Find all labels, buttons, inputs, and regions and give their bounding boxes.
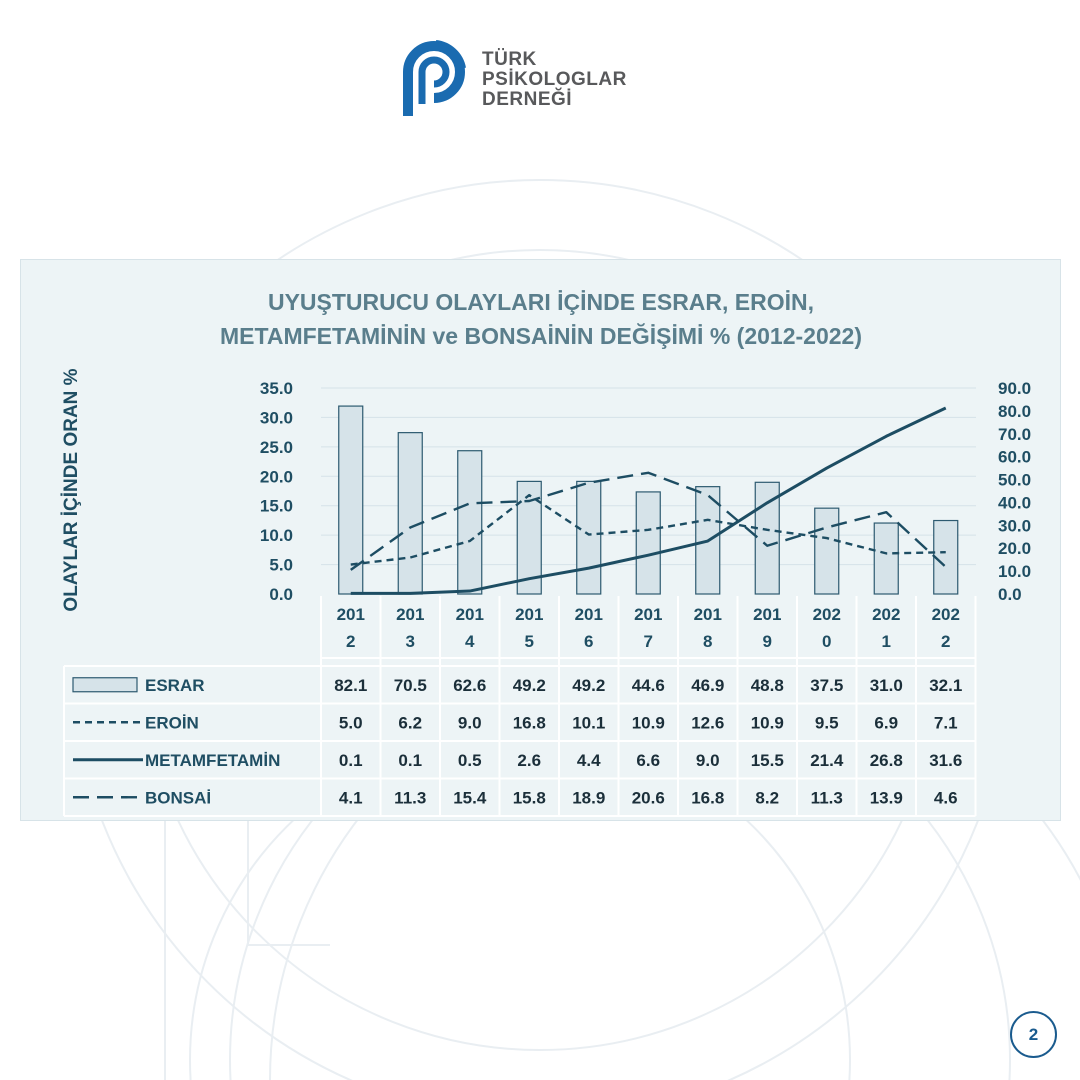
table-cell-value: 16.8 — [512, 713, 546, 733]
x-tick-label: 0 — [822, 632, 832, 651]
table-cell-value: 37.5 — [810, 675, 844, 695]
bar-esrar — [577, 481, 601, 594]
y-axis-title: OLAYLAR İÇİNDE ORAN % — [61, 368, 82, 612]
table-cell-value: 49.2 — [512, 675, 546, 695]
x-tick-label: 201 — [574, 605, 603, 624]
x-tick-label: 2 — [346, 632, 356, 651]
table-cell-value: 10.9 — [750, 713, 784, 733]
table-cell-value: 44.6 — [631, 675, 665, 695]
y-right-tick-label: 40.0 — [998, 493, 1032, 513]
table-cell-value: 6.9 — [874, 713, 899, 733]
bar-esrar — [874, 523, 898, 594]
bar-esrar — [636, 492, 660, 594]
table-cell-value: 4.4 — [576, 750, 601, 770]
bar-esrar — [398, 433, 422, 594]
y-left-tick-label: 35.0 — [259, 379, 293, 398]
x-tick-label: 201 — [634, 605, 663, 624]
table-cell-value: 10.9 — [631, 713, 665, 733]
y-left-tick-label: 15.0 — [259, 496, 293, 516]
bar-esrar — [815, 508, 839, 594]
y-right-tick-label: 90.0 — [998, 379, 1032, 398]
table-cell-value: 10.1 — [572, 713, 606, 733]
brand-logo — [398, 38, 638, 120]
chart-card — [20, 259, 1061, 821]
brand-line-1: TÜRK — [482, 49, 537, 70]
table-cell-value: 5.0 — [338, 713, 363, 733]
y-left-tick-label: 0.0 — [269, 585, 293, 604]
bar-esrar — [339, 406, 363, 594]
table-cell-value: 31.0 — [869, 675, 903, 695]
x-tick-label: 7 — [643, 632, 653, 651]
table-cell-value: 9.0 — [457, 713, 482, 733]
y-right-tick-label: 20.0 — [998, 539, 1032, 559]
page-number-badge: 2 — [1010, 1011, 1057, 1058]
table-cell-value: 13.9 — [869, 788, 903, 808]
chart-title-line-1: UYUŞTURUCU OLAYLARI İÇİNDE ESRAR, EROİN, — [267, 289, 815, 315]
y-left-tick-label: 25.0 — [259, 437, 293, 457]
table-cell-value: 11.3 — [394, 788, 427, 808]
x-tick-label: 2 — [941, 632, 951, 651]
table-cell-value: 0.5 — [457, 750, 482, 770]
brand-line-3: DERNEĞİ — [482, 89, 573, 110]
table-cell-value: 4.6 — [933, 788, 958, 808]
x-tick-label: 3 — [405, 632, 415, 651]
x-tick-label: 201 — [515, 605, 544, 624]
table-cell-value: 15.8 — [512, 788, 546, 808]
table-cell-value: 9.5 — [814, 713, 839, 733]
table-cell-value: 20.6 — [631, 788, 665, 808]
bar-esrar — [934, 521, 958, 594]
legend-label: EROİN — [145, 713, 199, 733]
y-right-tick-label: 80.0 — [998, 401, 1032, 421]
bar-esrar — [458, 451, 482, 594]
brand-name — [482, 50, 627, 110]
tpd-logo-icon — [398, 38, 468, 118]
x-tick-label: 1 — [881, 632, 891, 651]
table-cell-value: 0.1 — [338, 750, 363, 770]
table-cell-value: 15.4 — [453, 788, 487, 808]
x-tick-label: 201 — [693, 605, 722, 624]
table-cell-value: 26.8 — [869, 750, 903, 770]
y-left-tick-label: 20.0 — [259, 467, 293, 487]
x-tick-label: 201 — [753, 605, 782, 624]
brand-line-2: PSİKOLOGLAR — [482, 69, 627, 90]
y-right-tick-label: 30.0 — [998, 516, 1032, 536]
table-cell-value: 7.1 — [933, 713, 958, 733]
y-right-tick-label: 0.0 — [998, 585, 1022, 604]
table-cell-value: 11.3 — [810, 788, 843, 808]
y-right-tick-label: 50.0 — [998, 470, 1032, 490]
x-tick-label: 201 — [455, 605, 484, 624]
legend-key-esrar — [73, 678, 137, 692]
x-tick-label: 202 — [812, 605, 841, 624]
legend-label: ESRAR — [145, 675, 205, 695]
table-cell-value: 46.9 — [691, 675, 725, 695]
table-cell-value: 6.2 — [398, 713, 423, 733]
y-right-tick-label: 10.0 — [998, 562, 1032, 582]
table-cell-value: 70.5 — [393, 675, 427, 695]
legend-label: METAMFETAMİN — [145, 750, 281, 770]
x-tick-label: 6 — [584, 632, 594, 651]
y-left-tick-label: 30.0 — [259, 408, 293, 428]
y-left-tick-label: 5.0 — [269, 555, 293, 575]
table-cell-value: 21.4 — [810, 750, 844, 770]
table-cell-value: 82.1 — [334, 675, 368, 695]
combo-chart — [21, 260, 1060, 820]
y-right-tick-label: 70.0 — [998, 424, 1032, 444]
table-cell-value: 9.0 — [695, 750, 720, 770]
table-cell-value: 12.6 — [691, 713, 725, 733]
table-cell-value: 8.2 — [755, 788, 780, 808]
table-cell-value: 4.1 — [338, 788, 363, 808]
legend-label: BONSAİ — [145, 788, 212, 808]
table-cell-value: 62.6 — [453, 675, 487, 695]
table-cell-value: 31.6 — [929, 750, 963, 770]
x-tick-label: 201 — [396, 605, 425, 624]
table-cell-value: 48.8 — [750, 675, 784, 695]
x-tick-label: 9 — [762, 632, 772, 651]
x-tick-label: 5 — [524, 632, 534, 651]
y-left-tick-label: 10.0 — [259, 526, 293, 546]
table-cell-value: 16.8 — [691, 788, 725, 808]
chart-title-line-2: METAMFETAMİNİN ve BONSAİNİN DEĞİŞİMİ % (2012-2022) — [220, 323, 862, 349]
table-cell-value: 6.6 — [636, 750, 661, 770]
table-cell-value: 0.1 — [398, 750, 423, 770]
x-tick-label: 202 — [931, 605, 960, 624]
x-tick-label: 201 — [336, 605, 365, 624]
table-cell-value: 2.6 — [517, 750, 542, 770]
table-cell-value: 32.1 — [929, 675, 963, 695]
x-tick-label: 8 — [703, 632, 713, 651]
x-tick-label: 4 — [465, 632, 475, 651]
x-tick-label: 202 — [872, 605, 901, 624]
y-right-tick-label: 60.0 — [998, 447, 1032, 467]
table-cell-value: 18.9 — [572, 788, 606, 808]
table-cell-value: 15.5 — [750, 750, 784, 770]
table-cell-value: 49.2 — [572, 675, 606, 695]
